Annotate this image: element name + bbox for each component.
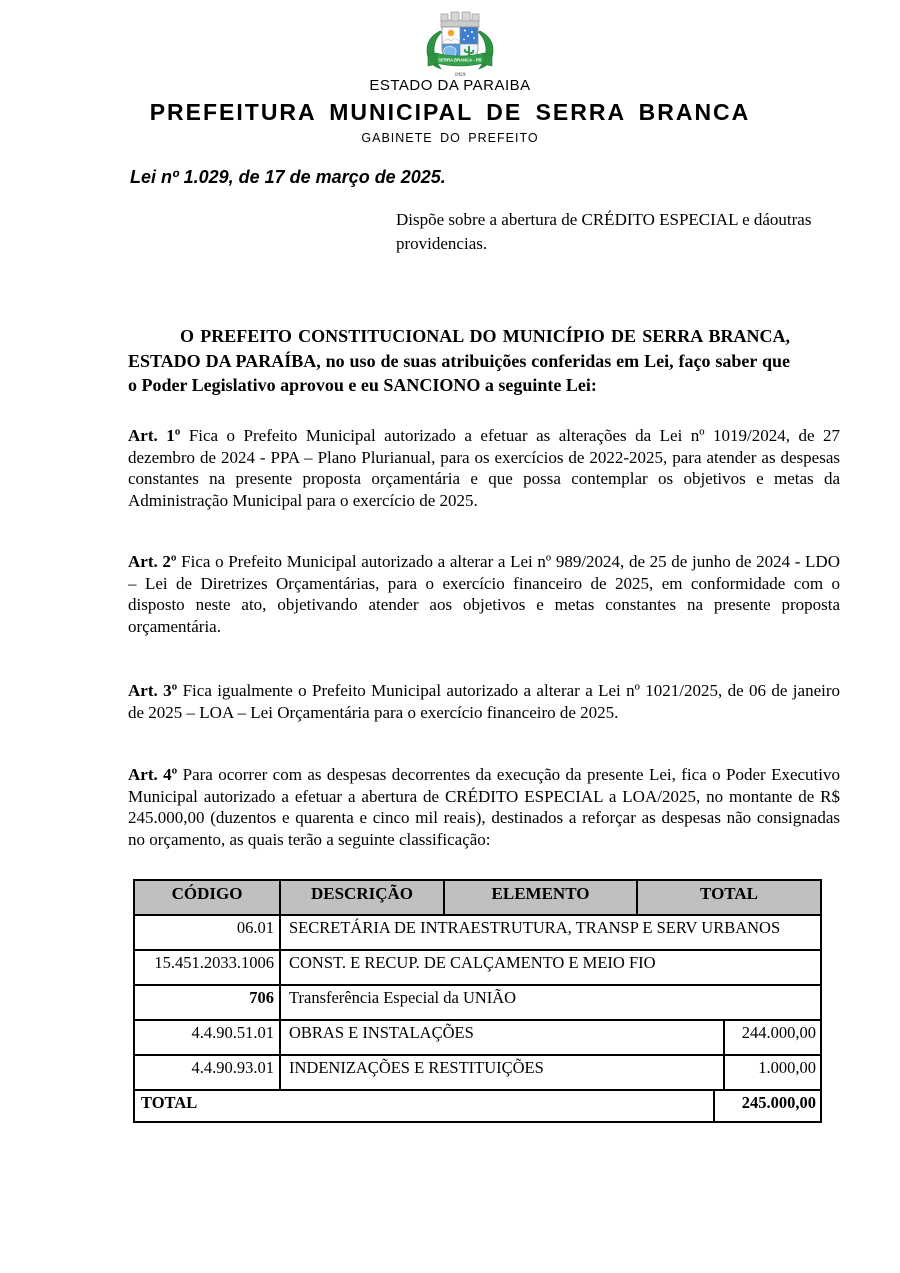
municipality-name: PREFEITURA MUNICIPAL DE SERRA BRANCA [149, 99, 751, 125]
law-title: Lei nº 1.029, de 17 de março de 2025. [130, 167, 446, 187]
description-cell: INDENIZAÇÕES E RESTITUIÇÕES [280, 1055, 724, 1090]
article-1-text: Fica o Prefeito Municipal autorizado a efetuar as alterações da Lei nº 1019/2024, de 27 dezembro de 2024 - PPA – Plano Plurianual, para os exercícios de 2022-2025, para atender as despesas constantes na presente proposta orçamentária e que possa contemplar os objetivos e metas da Administração Municipal para o exercício de 2025. [128, 426, 840, 510]
table-header-row [134, 880, 821, 915]
code-cell: 06.01 [134, 915, 280, 950]
table-row [134, 985, 821, 1020]
sun-icon [448, 30, 454, 36]
code-cell: 4.4.90.51.01 [134, 1020, 280, 1055]
header-elemento: ELEMENTO [444, 880, 637, 915]
article-4 [128, 764, 840, 850]
state-name: ESTADO DA PARAIBA [369, 77, 531, 94]
total-label-cell: TOTAL [134, 1090, 714, 1122]
article-4-label: Art. 4º [128, 765, 178, 784]
municipal-coat-of-arms [414, 6, 506, 80]
article-4-text: Para ocorrer com as despesas decorrentes da execução da presente Lei, fica o Poder Executivo Municipal autorizado a efetuar a abertura de CRÉDITO ESPECIAL a LOA/2025, no montante de R$ 245.000,00 (duzentos e quarenta e cinco mil reais), destinados a reforçar as despesas não consignadas no orçamento, as quais terão a seguinte classificação: [128, 765, 840, 849]
article-2-text: Fica o Prefeito Municipal autorizado a alterar a Lei nº 989/2024, de 25 de junho de 2024 - LDO – Lei de Diretrizes Orçamentárias, para o exercício financeiro de 2025, em conformidade com o disposto neste ato, objetivando atender aos objetivos e metas constantes na presente proposta orçamentária. [128, 552, 840, 636]
article-1-label: Art. 1º [128, 426, 181, 445]
article-3 [128, 680, 840, 723]
article-3-text: Fica igualmente o Prefeito Municipal autorizado a alterar a Lei nº 1021/2025, de 06 de janeiro de 2025 – LOA – Lei Orçamentária para o exercício financeiro de 2025. [128, 681, 840, 722]
banner-text: SERRA BRANCA - PB [438, 57, 482, 63]
mural-crown [441, 12, 479, 27]
law-preamble: O PREFEITO CONSTITUCIONAL DO MUNICÍPIO DE SERRA BRANCA, ESTADO DA PARAÍBA, no uso de suas atribuições conferidas em Lei, faço saber que o Poder Legislativo aprovou e eu SANCIONO a seguinte Lei: [128, 326, 790, 395]
table-row [134, 1055, 821, 1090]
header-descricao: DESCRIÇÃO [280, 880, 444, 915]
header-total: TOTAL [637, 880, 821, 915]
total-cell: 244.000,00 [724, 1020, 821, 1055]
code-cell: 706 [134, 985, 280, 1020]
quadrant-stars-field [460, 27, 478, 44]
description-cell: CONST. E RECUP. DE CALÇAMENTO E MEIO FIO [280, 950, 821, 985]
table-row [134, 915, 821, 950]
office-name: GABINETE DO PREFEITO [361, 131, 539, 145]
total-value-cell: 245.000,00 [714, 1090, 821, 1122]
table-total-row [134, 1090, 821, 1122]
code-cell: 4.4.90.93.01 [134, 1055, 280, 1090]
code-cell: 15.451.2033.1006 [134, 950, 280, 985]
description-cell: OBRAS E INSTALAÇÕES [280, 1020, 724, 1055]
description-cell: SECRETÁRIA DE INTRAESTRUTURA, TRANSP E SERV URBANOS [280, 915, 821, 950]
law-ementa: Dispõe sobre a abertura de CRÉDITO ESPECIAL e dáoutras providencias. [396, 210, 812, 253]
description-cell: Transferência Especial da UNIÃO [280, 985, 821, 1020]
article-2-label: Art. 2º [128, 552, 177, 571]
total-cell: 1.000,00 [724, 1055, 821, 1090]
table-row [134, 950, 821, 985]
article-3-label: Art. 3º [128, 681, 178, 700]
credit-classification-table [133, 879, 822, 1123]
article-1 [128, 425, 840, 511]
founding-year: 1959 [454, 72, 466, 78]
table-row [134, 1020, 821, 1055]
header-codigo: CÓDIGO [134, 880, 280, 915]
article-2 [128, 551, 840, 637]
